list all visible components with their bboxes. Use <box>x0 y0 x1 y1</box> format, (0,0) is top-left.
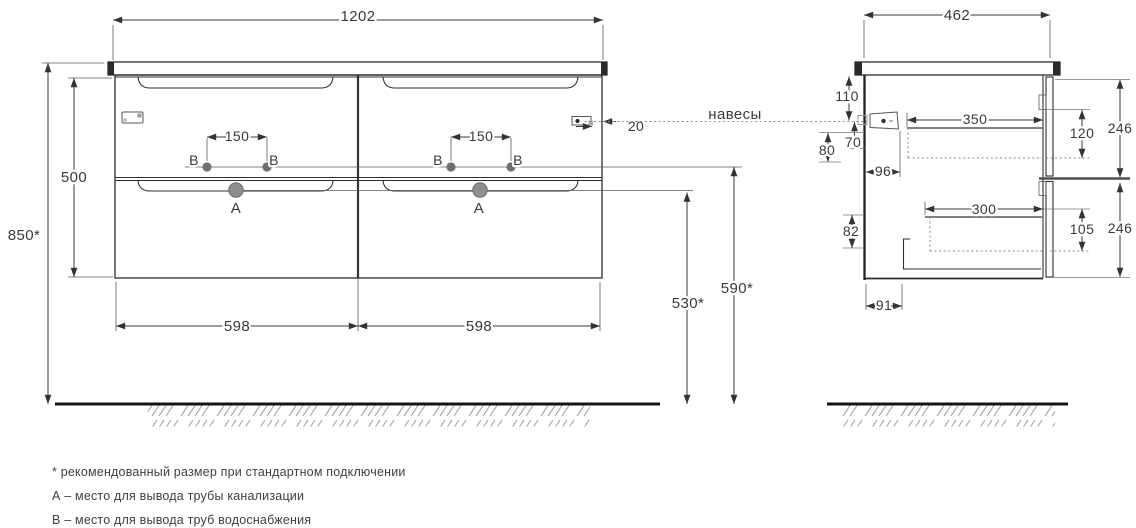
dim-b-spacing-right-label: 150 <box>468 128 494 144</box>
front-countertop <box>108 62 607 75</box>
bottom-recess-profile <box>904 239 1042 269</box>
label-b: В <box>269 152 279 168</box>
label-a: А <box>230 200 242 217</box>
dim-water-height-label: 590* <box>720 280 754 297</box>
hole-a <box>473 183 487 197</box>
dim-total-height <box>8 63 104 404</box>
footnote-water-outlet: В – место для вывода труб водоснабжения <box>52 513 312 527</box>
side-countertop-front-cap <box>1053 62 1060 75</box>
dim-105 <box>1070 209 1095 251</box>
ground <box>55 404 1068 427</box>
label-b: В <box>189 152 199 168</box>
dim-water-height <box>721 167 753 404</box>
dim-598-left <box>116 282 358 335</box>
dim-96 <box>866 131 900 179</box>
dim-lower-drawer-depth-label: 300 <box>971 201 997 217</box>
dim-hanger-drop-label: 70 <box>844 134 862 150</box>
front-dimensions <box>8 8 753 404</box>
dim-left-half-label: 598 <box>223 318 251 335</box>
dim-drain-height <box>672 193 704 405</box>
dim-body-height <box>61 78 113 277</box>
lower-door-panel <box>1046 182 1053 278</box>
countertop-left-cap <box>108 62 114 75</box>
dim-598-right <box>358 282 600 335</box>
dim-350 <box>907 111 1043 127</box>
dim-110 <box>835 77 859 121</box>
dim-total-height-label: 850* <box>7 227 41 244</box>
dim-front-width <box>113 8 603 60</box>
footnote-drain-outlet: А – место для вывода трубы канализации <box>52 489 305 503</box>
side-cabinet <box>855 62 1130 280</box>
dim-right-half-label: 598 <box>465 318 493 335</box>
dim-91 <box>866 284 902 313</box>
dim-upper-drawer-depth-label: 350 <box>962 111 988 127</box>
dim-hanger-depth-label: 96 <box>874 163 892 179</box>
dim-rail-offset-label: 80 <box>818 142 836 158</box>
footnotes <box>52 465 406 527</box>
dim-lower-back-clearance-label: 82 <box>842 223 860 239</box>
dim-120 <box>1040 110 1094 159</box>
hole-a <box>229 183 243 197</box>
side-countertop <box>855 62 1060 75</box>
label-a: А <box>473 200 485 217</box>
footnote-recommended-size: * рекомендованный размер при стандартном подключении <box>52 465 406 479</box>
dim-82 <box>843 215 864 248</box>
side-countertop-back-cap <box>855 62 862 75</box>
dim-hanger-top-offset-label: 110 <box>835 88 859 104</box>
hangers-label: навесы <box>708 106 762 123</box>
dim-150-right <box>451 128 511 144</box>
dim-300 <box>925 201 1090 217</box>
countertop-right-cap <box>601 62 607 75</box>
dim-body-height-label: 500 <box>60 169 88 186</box>
ground-hatch-front <box>148 406 590 427</box>
dim-bottom-recess-label: 91 <box>875 297 893 313</box>
label-b: В <box>513 152 523 168</box>
dim-150-left <box>207 128 267 144</box>
dim-depth <box>864 7 1050 58</box>
dim-lower-drawer-height-label: 105 <box>1069 221 1095 237</box>
ground-hatch-side <box>843 406 1055 427</box>
upper-door-panel <box>1046 77 1053 176</box>
side-dimensions <box>819 7 1132 313</box>
dim-lower-front-height-label: 246 <box>1107 220 1133 236</box>
front-view <box>8 8 872 404</box>
side-view <box>819 7 1132 313</box>
dim-b-spacing-left-label: 150 <box>224 128 250 144</box>
dim-drain-height-label: 530* <box>671 295 705 312</box>
dim-hanger-inset-label: 20 <box>627 118 645 134</box>
dim-depth-label: 462 <box>943 7 971 24</box>
front-cabinet <box>108 62 607 331</box>
label-b: В <box>433 152 443 168</box>
hole-b <box>446 162 455 171</box>
front-mount-plate-icon <box>122 112 143 123</box>
dim-front-width-label: 1202 <box>340 8 376 25</box>
hole-b <box>202 162 211 171</box>
dim-70 <box>845 122 866 150</box>
dim-upper-drawer-height-label: 120 <box>1069 125 1095 141</box>
side-drawers <box>907 128 1090 251</box>
dim-upper-front-height-label: 246 <box>1107 120 1133 136</box>
